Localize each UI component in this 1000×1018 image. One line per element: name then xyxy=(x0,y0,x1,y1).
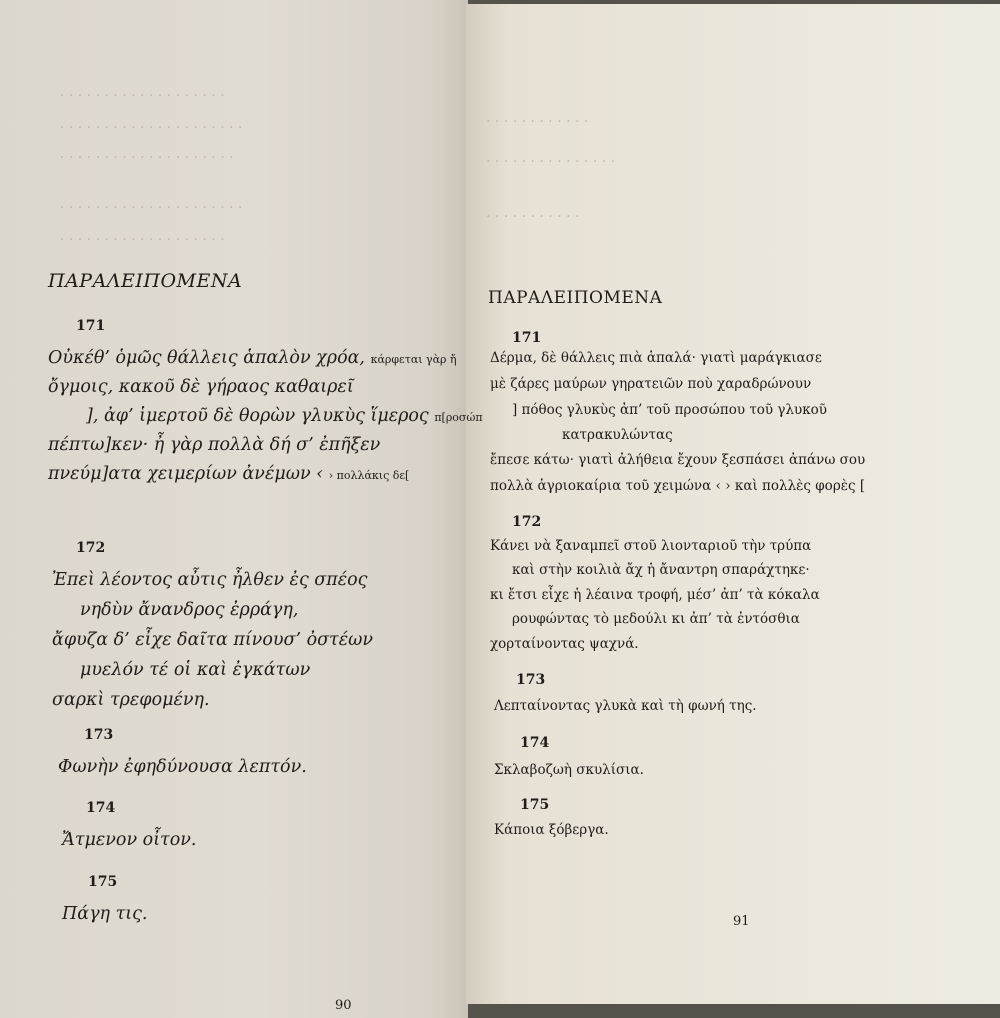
greek-line-text: πέπτω]κεν· ἦ γὰρ πολλὰ δή σ’ ἐπῆξεν xyxy=(48,435,381,455)
greek-line: σαρκὶ τρεφομένη. xyxy=(52,690,210,710)
fragment-number-173: 173 xyxy=(516,672,546,688)
modern-greek-line: Δέρμα, δὲ θάλλεις πιὰ ἁπαλά· γιατὶ μαράγκιασε xyxy=(490,350,822,366)
greek-line-small-text: π[ροσώπ xyxy=(434,411,483,424)
greek-line-small-text: κάρφεται γὰρ ἤ xyxy=(370,353,457,366)
greek-line xyxy=(86,406,483,426)
fragment-number-171: 171 xyxy=(76,318,106,334)
modern-greek-line: Σκλαβοζωὴ σκυλίσια. xyxy=(494,762,644,778)
greek-line: Πάγη τις. xyxy=(62,904,148,924)
modern-greek-line: πολλὰ ἀγριοκαίρια τοῦ χειμώνα ‹ › καὶ πολλὲς φορὲς [ xyxy=(490,478,866,494)
greek-line: νηδὺν ἄνανδρος ἐρράγη, xyxy=(80,600,299,620)
modern-greek-line: Κάποια ξόβεργα. xyxy=(494,822,609,838)
greek-line: μυελόν τέ οἱ καὶ ἐγκάτων xyxy=(80,660,311,680)
fragment-number-172: 172 xyxy=(512,514,542,530)
greek-line: Φωνὴν ἐφηδύνουσα λεπτόν. xyxy=(58,757,307,777)
fragment-number-172: 172 xyxy=(76,540,106,556)
bleed-through-text: · · · · · · · · · · · · xyxy=(486,114,589,130)
bleed-through-text: · · · · · · · · · · · · · · · · · · · xyxy=(60,88,225,104)
modern-greek-line: ] πόθος γλυκὺς ἀπ’ τοῦ προσώπου τοῦ γλυκοῦ xyxy=(512,402,828,418)
right-page xyxy=(466,4,1000,1004)
modern-greek-line: ρουφώντας τὸ μεδούλι κι ἀπ’ τὰ ἐντόσθια xyxy=(512,611,800,627)
bleed-through-text: · · · · · · · · · · · · · · · · · · · xyxy=(60,232,225,248)
modern-greek-line: κι ἔτσι εἶχε ἡ λέαινα τροφή, μέσ’ ἀπ’ τὰ κόκαλα xyxy=(490,587,820,603)
bleed-through-text: · · · · · · · · · · · xyxy=(486,209,580,225)
bleed-through-text: · · · · · · · · · · · · · · · xyxy=(486,154,616,170)
fragment-number-175: 175 xyxy=(520,797,550,813)
fragment-number-174: 174 xyxy=(520,735,550,751)
greek-line xyxy=(48,464,409,484)
left-page-heading: ΠΑΡΑΛΕΙΠΟΜΕΝΑ xyxy=(48,270,243,292)
bleed-through-text: · · · · · · · · · · · · · · · · · · · · · xyxy=(60,120,243,136)
right-page-heading: ΠΑΡΑΛΕΙΠΟΜΕΝΑ xyxy=(488,288,663,308)
greek-line-small-text: › πολλάκις δε[ xyxy=(328,469,410,482)
fragment-number-175: 175 xyxy=(88,874,118,890)
greek-line: Ἐπεὶ λέοντος αὖτις ἦλθεν ἐς σπέος xyxy=(52,570,368,590)
greek-line-text: ὄγμοις, κακοῦ δὲ γήραος καθαιρεῖ xyxy=(48,377,354,397)
greek-line: Ἄτμενον οἶτον. xyxy=(62,830,197,850)
modern-greek-line: Κάνει νὰ ξαναμπεῖ στοῦ λιονταριοῦ τὴν τρύπα xyxy=(490,538,812,554)
greek-line: ἄφυζα δ’ εἶχε δαῖτα πίνουσ’ ὀστέων xyxy=(52,630,374,650)
greek-line xyxy=(48,435,380,455)
greek-line xyxy=(48,348,457,368)
bleed-through-text: · · · · · · · · · · · · · · · · · · · · · xyxy=(60,200,243,216)
page-number-left: 90 xyxy=(335,998,352,1013)
modern-greek-line: Λεπταίνοντας γλυκὰ καὶ τὴ φωνή της. xyxy=(494,698,757,714)
fragment-number-171: 171 xyxy=(512,330,542,346)
modern-greek-line: χορταίνοντας ψαχνά. xyxy=(490,636,639,652)
modern-greek-line: κατρακυλώντας xyxy=(562,427,673,443)
fragment-number-173: 173 xyxy=(84,727,114,743)
bleed-through-text: · · · · · · · · · · · · · · · · · · · · xyxy=(60,150,234,166)
greek-line-text: πνεύμ]ατα χειμερίων ἀνέμων ‹ xyxy=(48,464,324,484)
modern-greek-line: μὲ ζάρες μαύρων γηρατειῶν ποὺ χαραδρώνουν xyxy=(490,376,812,392)
fragment-number-174: 174 xyxy=(86,800,116,816)
modern-greek-line: καὶ στὴν κοιλιὰ ἄχ ἡ ἄναντρη σπαράχτηκε· xyxy=(512,562,810,578)
left-page xyxy=(0,0,468,1018)
greek-line-text: ], ἀφ’ ἱμερτοῦ δὲ θορὼν γλυκὺς ἵμερος xyxy=(86,406,429,426)
modern-greek-line: ἔπεσε κάτω· γιατὶ ἀλήθεια ἔχουν ξεσπάσει ἀπάνω σου xyxy=(490,452,866,468)
page-number-right: 91 xyxy=(733,914,750,929)
greek-line-text: Οὐκέθ’ ὁμῶς θάλλεις ἁπαλὸν χρόα, xyxy=(48,348,365,368)
greek-line xyxy=(48,377,354,397)
